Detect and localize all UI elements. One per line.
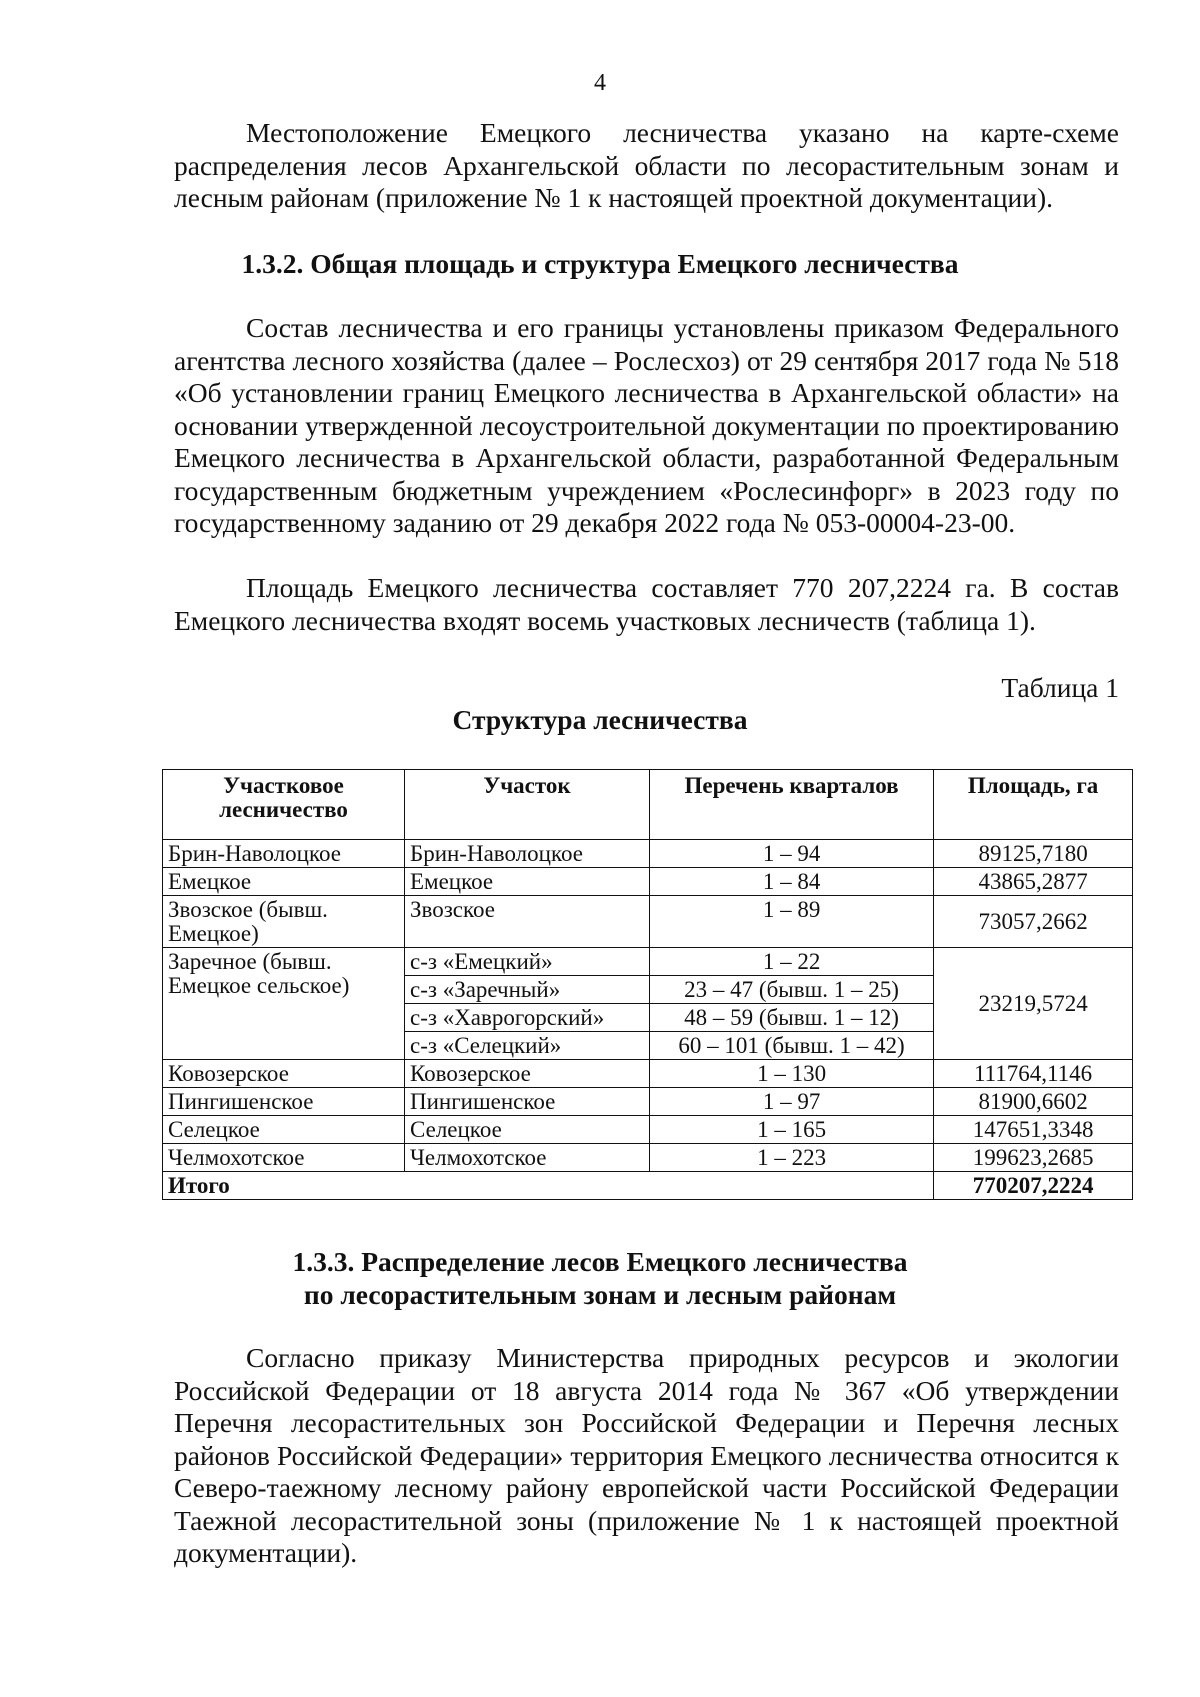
- section-heading-1-3-3-line-1: 1.3.3. Распределение лесов Емецкого лесничества: [292, 1246, 908, 1277]
- cell-site: с-з «Емецкий»: [404, 948, 649, 976]
- table-row: [163, 1060, 1133, 1088]
- cell-quarters: 23 – 47 (бывш. 1 – 25): [649, 976, 933, 1004]
- cell-site: Ковозерское: [404, 1060, 649, 1088]
- cell-area: 43865,2877: [934, 868, 1133, 896]
- cell-site: с-з «Хаврогорский»: [404, 1004, 649, 1032]
- cell-quarters: 48 – 59 (бывш. 1 – 12): [649, 1004, 933, 1032]
- cell-area: 73057,2662: [934, 896, 1133, 948]
- cell-area: 23219,5724: [934, 948, 1133, 1060]
- cell-forestry: Брин-Наволоцкое: [163, 840, 405, 868]
- cell-quarters: 1 – 89: [649, 896, 933, 948]
- table-row: [163, 840, 1133, 868]
- cell-area: 199623,2685: [934, 1144, 1133, 1172]
- section-1-3-3-paragraph: Согласно приказу Министерства природных ресурсов и экологии Российской Федерации от 18 августа 2014 года № 367 «Об утверждении Перечня лесорастительных зон Российской Федерации и Перечня лесных районов Российской Федерации» территория Емецкого лесничества относится к Северо-таежному лесному району европейской части Российской Федерации Таежной лесорастительной зоны (приложение № 1 к настоящей проектной документации).: [174, 1342, 1119, 1568]
- cell-site: Емецкое: [404, 868, 649, 896]
- table-row: [163, 868, 1133, 896]
- cell-quarters: 60 – 101 (бывш. 1 – 42): [649, 1032, 933, 1060]
- cell-quarters: 1 – 22: [649, 948, 933, 976]
- cell-quarters: 1 – 130: [649, 1060, 933, 1088]
- table-total-row: [163, 1172, 1133, 1200]
- cell-forestry: Селецкое: [163, 1116, 405, 1144]
- header-site: Участок: [404, 770, 649, 840]
- cell-forestry: Заречное (бывш. Емецкое сельское): [163, 948, 405, 1060]
- cell-forestry: Пингишенское: [163, 1088, 405, 1116]
- cell-site: Челмохотское: [404, 1144, 649, 1172]
- cell-quarters: 1 – 223: [649, 1144, 933, 1172]
- cell-site: Пингишенское: [404, 1088, 649, 1116]
- cell-site: с-з «Селецкий»: [404, 1032, 649, 1060]
- cell-forestry: Емецкое: [163, 868, 405, 896]
- table-header-row: [163, 770, 1133, 840]
- cell-site: с-з «Заречный»: [404, 976, 649, 1004]
- cell-forestry: Ковозерское: [163, 1060, 405, 1088]
- cell-area: 147651,3348: [934, 1116, 1133, 1144]
- header-area: Площадь, га: [934, 770, 1133, 840]
- section-1-3-2-paragraph-2: Площадь Емецкого лесничества составляет 770 207,2224 га. В состав Емецкого лесничества входят восемь участковых лесничеств (таблица 1).: [174, 572, 1119, 636]
- table-title: Структура лесничества: [452, 704, 748, 735]
- section-heading-1-3-2: 1.3.2. Общая площадь и структура Емецкого лесничества: [241, 248, 959, 279]
- table-row: [163, 1144, 1133, 1172]
- cell-forestry: Звозское (бывш. Емецкое): [163, 896, 405, 948]
- cell-quarters: 1 – 97: [649, 1088, 933, 1116]
- header-quarters: Перечень кварталов: [649, 770, 933, 840]
- total-area: 770207,2224: [934, 1172, 1133, 1200]
- table-row: [163, 948, 1133, 976]
- table-row: [163, 896, 1133, 948]
- cell-site: Брин-Наволоцкое: [404, 840, 649, 868]
- section-heading-1-3-3-line-2: по лесорастительным зонам и лесным районам: [303, 1279, 897, 1310]
- page-number: 4: [594, 70, 606, 96]
- table-row: [163, 1088, 1133, 1116]
- cell-quarters: 1 – 94: [649, 840, 933, 868]
- cell-forestry: Челмохотское: [163, 1144, 405, 1172]
- intro-paragraph: Местоположение Емецкого лесничества указано на карте-схеме распределения лесов Архангельской области по лесорастительным зонам и лесным районам (приложение № 1 к настоящей проектной документации).: [174, 117, 1119, 213]
- cell-quarters: 1 – 84: [649, 868, 933, 896]
- header-forestry: Участковое лесничество: [163, 770, 405, 840]
- forestry-structure-table: [162, 769, 1133, 1200]
- cell-site: Звозское: [404, 896, 649, 948]
- section-1-3-2-paragraph-1: Состав лесничества и его границы установлены приказом Федерального агентства лесного хозяйства (далее – Рослесхоз) от 29 сентября 2017 года № 518 «Об установлении границ Емецкого лесничества в Архангельской области» на основании утвержденной лесоустроительной документации по проектированию Емецкого лесничества в Архангельской области, разработанной Федеральным государственным бюджетным учреждением «Рослесинфорг» в 2023 году по государственному заданию от 29 декабря 2022 года № 053-00004-23-00.: [174, 312, 1119, 538]
- cell-quarters: 1 – 165: [649, 1116, 933, 1144]
- cell-site: Селецкое: [404, 1116, 649, 1144]
- table-label: Таблица 1: [1001, 672, 1119, 703]
- cell-area: 81900,6602: [934, 1088, 1133, 1116]
- total-label: Итого: [163, 1172, 934, 1200]
- cell-area: 89125,7180: [934, 840, 1133, 868]
- table-row: [163, 1116, 1133, 1144]
- cell-area: 111764,1146: [934, 1060, 1133, 1088]
